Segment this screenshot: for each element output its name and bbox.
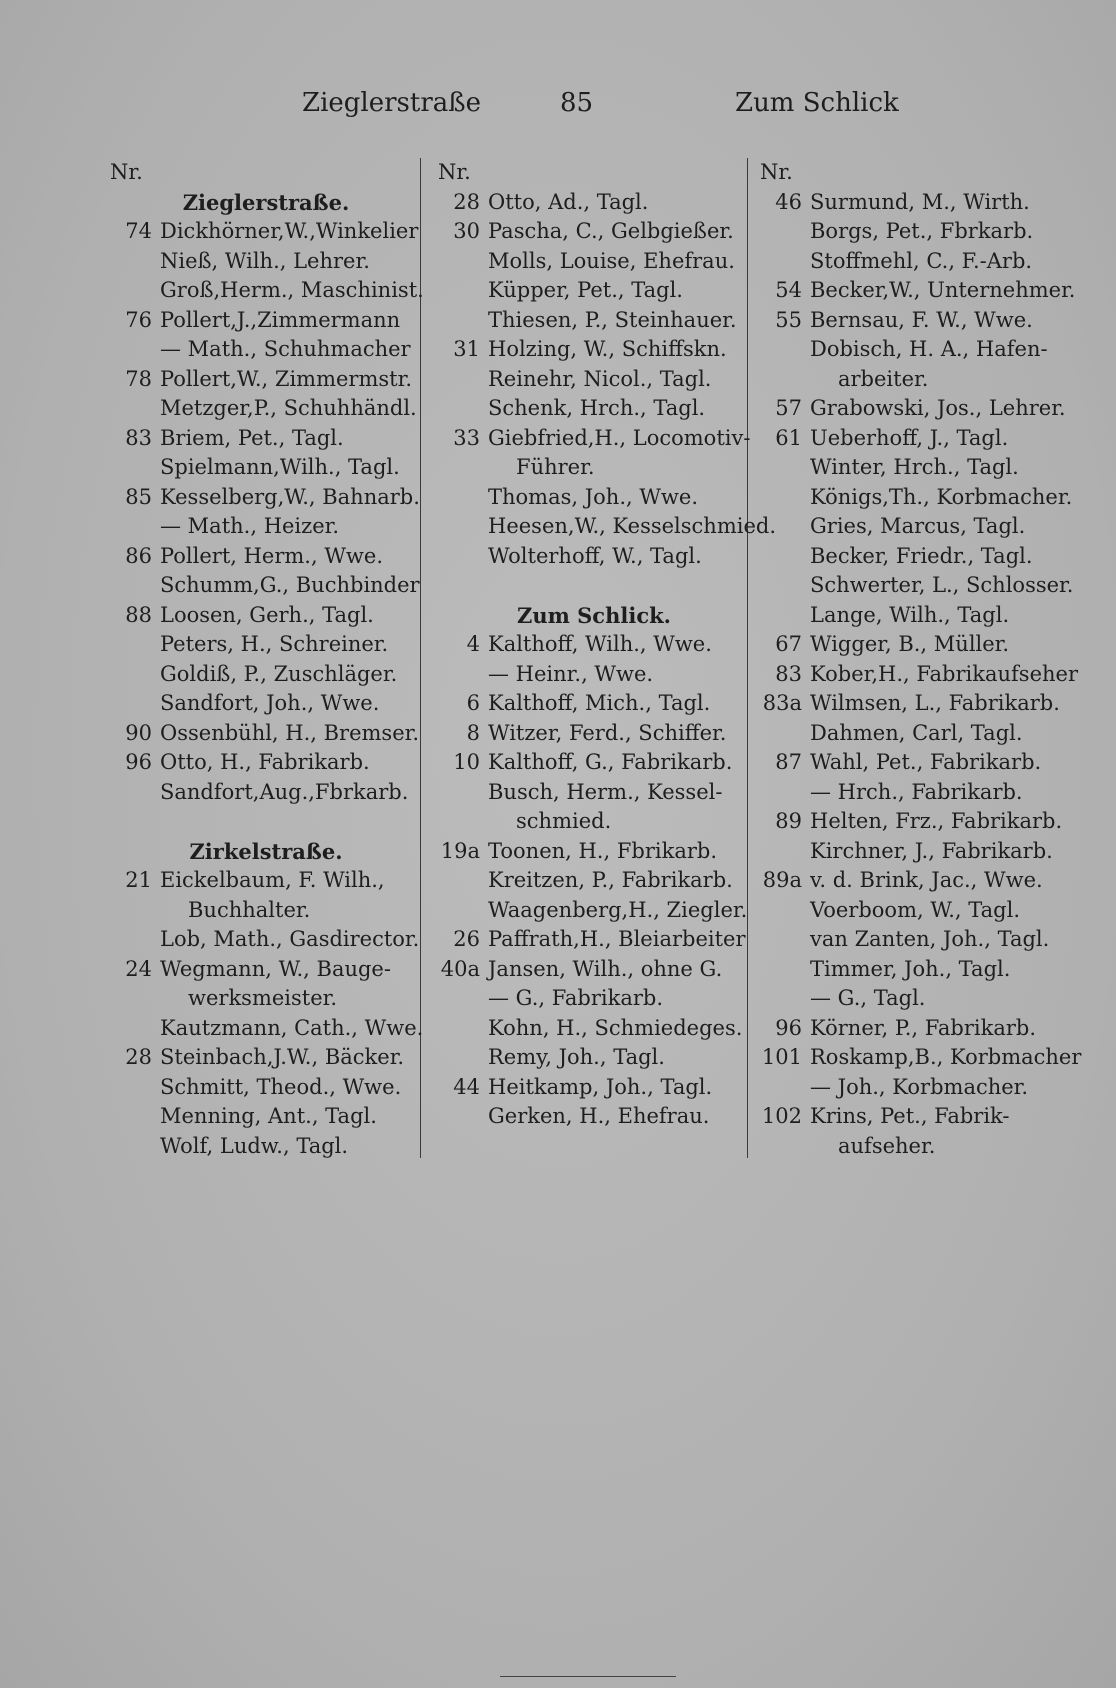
resident-text: Kalthoff, Mich., Tagl. [488, 691, 711, 715]
resident-entry [110, 217, 422, 247]
resident-text: Loosen, Gerh., Tagl. [160, 602, 374, 627]
resident-entry [110, 1073, 422, 1103]
column-3 [760, 158, 1082, 1161]
resident-text: Goldiß, P., Zuschläger. [160, 661, 398, 686]
resident-entry [110, 955, 422, 985]
resident-entry [438, 778, 750, 808]
resident-entry [438, 306, 750, 336]
resident-text: Remy, Joh., Tagl. [488, 1045, 665, 1069]
spacer [110, 807, 422, 837]
resident-text: — G., Tagl. [810, 986, 926, 1010]
resident-text: Groß,Herm., Maschinist. [160, 278, 424, 302]
resident-entry [438, 925, 750, 955]
resident-text: Paffrath,H., Bleiarbeiter [488, 927, 746, 951]
resident-entry [110, 394, 422, 424]
resident-text: — Heinr., Wwe. [488, 661, 654, 686]
resident-entry [438, 896, 750, 926]
resident-text: Stoffmehl, C., F.-Arb. [810, 248, 1033, 273]
resident-text: Menning, Ant., Tagl. [160, 1104, 377, 1128]
house-number: 89 [775, 809, 802, 833]
house-number: 102 [761, 1104, 802, 1128]
resident-text: Otto, Ad., Tagl. [488, 189, 649, 214]
resident-entry [438, 719, 750, 749]
resident-entry [110, 512, 422, 542]
resident-text: Ossenbühl, H., Bremser. [160, 720, 420, 745]
house-number: 8 [466, 720, 480, 745]
resident-entry [438, 984, 750, 1014]
resident-text: Kalthoff, Wilh., Wwe. [488, 632, 712, 656]
resident-text: Kesselberg,W., Bahnarb. [160, 484, 420, 509]
resident-text: Thomas, Joh., Wwe. [488, 484, 699, 509]
house-number: 46 [775, 189, 802, 214]
resident-entry [760, 630, 1072, 660]
resident-entry [760, 925, 1072, 955]
house-number: 31 [453, 337, 480, 361]
house-number: 24 [125, 956, 152, 981]
resident-text: Wolf, Ludw., Tagl. [160, 1133, 349, 1158]
nr-column-label: Nr. [438, 160, 471, 184]
house-number: 76 [125, 307, 152, 332]
house-number: 89a [762, 868, 802, 892]
resident-text: Wilmsen, L., Fabrikarb. [810, 691, 1060, 715]
resident-entry [438, 630, 750, 660]
resident-entry [760, 955, 1072, 985]
resident-text: Timmer, Joh., Tagl. [810, 956, 1011, 981]
resident-entry [760, 896, 1072, 926]
resident-entry [438, 512, 777, 542]
resident-text: Gerken, H., Ehefrau. [488, 1104, 710, 1128]
resident-entry [760, 394, 1072, 424]
header-right-street: Zum Schlick [735, 88, 899, 118]
house-number: 28 [125, 1045, 152, 1069]
resident-entry [760, 453, 1072, 483]
resident-entry [760, 837, 1072, 867]
page-number: 85 [560, 88, 594, 118]
resident-entry [110, 1102, 422, 1132]
resident-entry [110, 247, 422, 277]
street-heading: Zum Schlick. [517, 602, 671, 628]
house-number: 54 [775, 278, 802, 302]
resident-text: Ueberhoff, J., Tagl. [810, 425, 1009, 450]
resident-text: Helten, Frz., Fabrikarb. [810, 809, 1063, 833]
resident-text: Kirchner, J., Fabrikarb. [810, 838, 1053, 863]
resident-entry [110, 925, 422, 955]
house-number: 19a [440, 838, 480, 863]
house-number: 4 [466, 632, 480, 656]
resident-text: v. d. Brink, Jac., Wwe. [810, 868, 1043, 892]
resident-text: Holzing, W., Schiffskn. [488, 337, 727, 361]
resident-text: Schwerter, L., Schlosser. [810, 573, 1074, 597]
resident-entry [110, 453, 422, 483]
resident-text: Winter, Hrch., Tagl. [810, 455, 1019, 479]
resident-entry [760, 571, 1072, 601]
resident-entry [110, 660, 422, 690]
resident-entry [110, 689, 422, 719]
resident-entry [438, 748, 750, 778]
page-header [0, 88, 1116, 128]
resident-text: — Joh., Korbmacher. [810, 1074, 1029, 1099]
house-number: 96 [125, 750, 152, 774]
resident-text: Heesen,W., Kesselschmied. [488, 514, 777, 538]
resident-text: Körner, P., Fabrikarb. [810, 1015, 1037, 1040]
house-number: 87 [775, 750, 802, 774]
resident-entry [438, 660, 750, 690]
resident-entry [438, 1073, 750, 1103]
resident-text: Lob, Math., Gasdirector. [160, 927, 420, 951]
house-number: 101 [761, 1045, 802, 1069]
resident-text: Küpper, Pet., Tagl. [488, 278, 683, 302]
resident-text: Heitkamp, Joh., Tagl. [488, 1074, 713, 1099]
resident-text: Pollert, Herm., Wwe. [160, 543, 383, 568]
resident-text: Wegmann, W., Bauge- [160, 956, 391, 981]
house-number: 6 [466, 691, 480, 715]
resident-text: Surmund, M., Wirth. [810, 189, 1030, 214]
resident-text: Schumm,G., Buchbinder [160, 573, 420, 597]
resident-text: Steinbach,J.W., Bäcker. [160, 1045, 405, 1069]
resident-entry [438, 217, 750, 247]
house-number: 10 [453, 750, 480, 774]
resident-entry [110, 365, 422, 395]
resident-entry [760, 512, 1072, 542]
resident-text: Lange, Wilh., Tagl. [810, 602, 1010, 627]
resident-text: Eickelbaum, F. Wilh., [160, 868, 385, 892]
resident-text: Kohn, H., Schmiedeges. [488, 1015, 743, 1040]
resident-entry [760, 217, 1072, 247]
resident-entry [760, 306, 1072, 336]
resident-entry [760, 247, 1072, 277]
resident-entry [760, 188, 1072, 218]
resident-entry [760, 778, 1072, 808]
resident-text: Dahmen, Carl, Tagl. [810, 720, 1023, 745]
house-number: 90 [125, 720, 152, 745]
resident-entry [760, 601, 1072, 631]
nr-column-label: Nr. [110, 160, 143, 184]
resident-entry [438, 424, 750, 454]
house-number: 83a [762, 691, 802, 715]
resident-entry [760, 335, 1072, 365]
resident-text: Witzer, Ferd., Schiffer. [488, 720, 727, 745]
resident-entry [760, 542, 1072, 572]
house-number: 55 [775, 307, 802, 332]
resident-text: van Zanten, Joh., Tagl. [810, 927, 1050, 951]
house-number: 83 [775, 661, 802, 686]
resident-entry [438, 689, 750, 719]
resident-text: Thiesen, P., Steinhauer. [488, 307, 737, 332]
resident-entry [438, 335, 750, 365]
resident-entry [438, 365, 750, 395]
resident-entry [438, 1102, 750, 1132]
resident-entry [110, 1043, 422, 1073]
resident-entry [760, 660, 1078, 690]
resident-text: — Math., Schuhmacher [160, 337, 411, 361]
house-number: 30 [453, 219, 480, 243]
resident-text: Wolterhoff, W., Tagl. [488, 543, 702, 568]
resident-text: Sandfort,Aug.,Fbrkarb. [160, 779, 409, 804]
resident-text: Krins, Pet., Fabrik- [810, 1104, 1010, 1128]
resident-entry [110, 276, 422, 306]
resident-entry [760, 1043, 1082, 1073]
resident-text: Nieß, Wilh., Lehrer. [160, 248, 370, 273]
resident-entry [760, 866, 1072, 896]
house-number: 86 [125, 543, 152, 568]
house-number: 61 [775, 425, 802, 450]
resident-text: Briem, Pet., Tagl. [160, 425, 344, 450]
resident-entry [438, 188, 750, 218]
resident-entry [760, 1073, 1072, 1103]
resident-text: Voerboom, W., Tagl. [810, 897, 1021, 922]
resident-entry [438, 247, 750, 277]
resident-text: Becker,W., Unternehmer. [810, 278, 1076, 302]
resident-entry [438, 866, 750, 896]
house-number: 67 [775, 632, 802, 656]
resident-text: Sandfort, Joh., Wwe. [160, 691, 380, 715]
resident-entry [438, 1014, 750, 1044]
resident-entry [438, 394, 750, 424]
resident-text: Borgs, Pet., Fbrkarb. [810, 219, 1034, 243]
resident-entry [760, 807, 1072, 837]
house-number: 40a [440, 956, 480, 981]
spacer [438, 571, 750, 601]
entry-continuation: Buchhalter. [188, 897, 311, 922]
entry-continuation: schmied. [516, 809, 612, 833]
house-number: 88 [125, 602, 152, 627]
resident-entry [110, 748, 422, 778]
resident-text: Otto, H., Fabrikarb. [160, 750, 370, 774]
entry-continuation: Führer. [516, 455, 595, 479]
resident-text: Pollert,J.,Zimmermann [160, 307, 401, 332]
resident-entry [110, 1014, 422, 1044]
resident-entry [760, 276, 1076, 306]
resident-entry [110, 542, 422, 572]
resident-text: Busch, Herm., Kessel- [488, 779, 723, 804]
resident-text: Kober,H., Fabrikaufseher [810, 661, 1078, 686]
resident-text: Schenk, Hrch., Tagl. [488, 396, 706, 420]
resident-text: Molls, Louise, Ehefrau. [488, 248, 735, 273]
resident-entry [760, 1102, 1072, 1132]
resident-text: Roskamp,B., Korbmacher [810, 1045, 1082, 1069]
footer-rule [500, 1676, 676, 1677]
resident-text: Bernsau, F. W., Wwe. [810, 307, 1033, 332]
resident-entry [110, 1132, 422, 1162]
resident-text: Waagenberg,H., Ziegler. [488, 897, 748, 922]
resident-entry [438, 837, 750, 867]
resident-entry [438, 542, 750, 572]
resident-text: Pascha, C., Gelbgießer. [488, 219, 734, 243]
resident-entry [438, 955, 750, 985]
house-number: 33 [453, 425, 480, 450]
house-number: 74 [125, 219, 152, 243]
resident-text: Dickhörner,W.,Winkelier [160, 219, 419, 243]
resident-entry [110, 335, 422, 365]
resident-entry [110, 306, 422, 336]
resident-text: Königs,Th., Korbmacher. [810, 484, 1073, 509]
house-number: 83 [125, 425, 152, 450]
nr-column-label: Nr. [760, 160, 793, 184]
entry-continuation: aufseher. [838, 1133, 936, 1158]
resident-text: Kautzmann, Cath., Wwe. [160, 1015, 424, 1040]
resident-entry [438, 1043, 750, 1073]
resident-text: Reinehr, Nicol., Tagl. [488, 366, 712, 391]
resident-entry [438, 483, 750, 513]
resident-text: Wahl, Pet., Fabrikarb. [810, 750, 1042, 774]
resident-text: Dobisch, H. A., Hafen- [810, 337, 1048, 361]
house-number: 85 [125, 484, 152, 509]
resident-entry [110, 630, 422, 660]
resident-entry [760, 719, 1072, 749]
resident-text: Grabowski, Jos., Lehrer. [810, 396, 1066, 420]
resident-text: Pollert,W., Zimmermstr. [160, 366, 413, 391]
resident-entry [760, 424, 1072, 454]
resident-text: Kreitzen, P., Fabrikarb. [488, 868, 733, 892]
resident-text: Schmitt, Theod., Wwe. [160, 1074, 402, 1099]
resident-text: — Math., Heizer. [160, 514, 340, 538]
resident-entry [110, 719, 422, 749]
resident-entry [110, 866, 422, 896]
resident-entry [760, 1014, 1072, 1044]
column-1 [110, 158, 422, 1161]
entry-continuation: werksmeister. [188, 986, 338, 1010]
resident-entry [760, 748, 1072, 778]
resident-text: Metzger,P., Schuhhändl. [160, 396, 417, 420]
resident-text: Spielmann,Wilh., Tagl. [160, 455, 400, 479]
street-heading: Zieglerstraße. [182, 189, 350, 215]
house-number: 21 [125, 868, 152, 892]
resident-entry [110, 483, 422, 513]
resident-text: Wigger, B., Müller. [810, 632, 1010, 656]
resident-text: — Hrch., Fabrikarb. [810, 779, 1023, 804]
resident-text: Peters, H., Schreiner. [160, 632, 389, 656]
resident-entry [110, 424, 422, 454]
house-number: 78 [125, 366, 152, 391]
resident-text: Becker, Friedr., Tagl. [810, 543, 1033, 568]
street-heading: Zirkelstraße. [189, 838, 343, 864]
resident-entry [760, 984, 1072, 1014]
resident-entry [110, 778, 422, 808]
house-number: 28 [453, 189, 480, 214]
house-number: 57 [775, 396, 802, 420]
resident-text: — G., Fabrikarb. [488, 986, 663, 1010]
column-2 [438, 158, 777, 1132]
house-number: 96 [775, 1015, 802, 1040]
resident-text: Kalthoff, G., Fabrikarb. [488, 750, 733, 774]
resident-entry [110, 601, 422, 631]
resident-text: Jansen, Wilh., ohne G. [488, 956, 723, 981]
header-left-street: Zieglerstraße [302, 88, 482, 118]
resident-entry [760, 483, 1072, 513]
resident-text: Toonen, H., Fbrikarb. [488, 838, 718, 863]
resident-text: Gries, Marcus, Tagl. [810, 514, 1026, 538]
resident-entry [110, 571, 422, 601]
resident-entry [438, 276, 750, 306]
entry-continuation: arbeiter. [838, 366, 929, 391]
house-number: 44 [453, 1074, 480, 1099]
resident-text: Giebfried,H., Locomotiv- [488, 425, 751, 450]
house-number: 26 [453, 927, 480, 951]
resident-entry [760, 689, 1072, 719]
